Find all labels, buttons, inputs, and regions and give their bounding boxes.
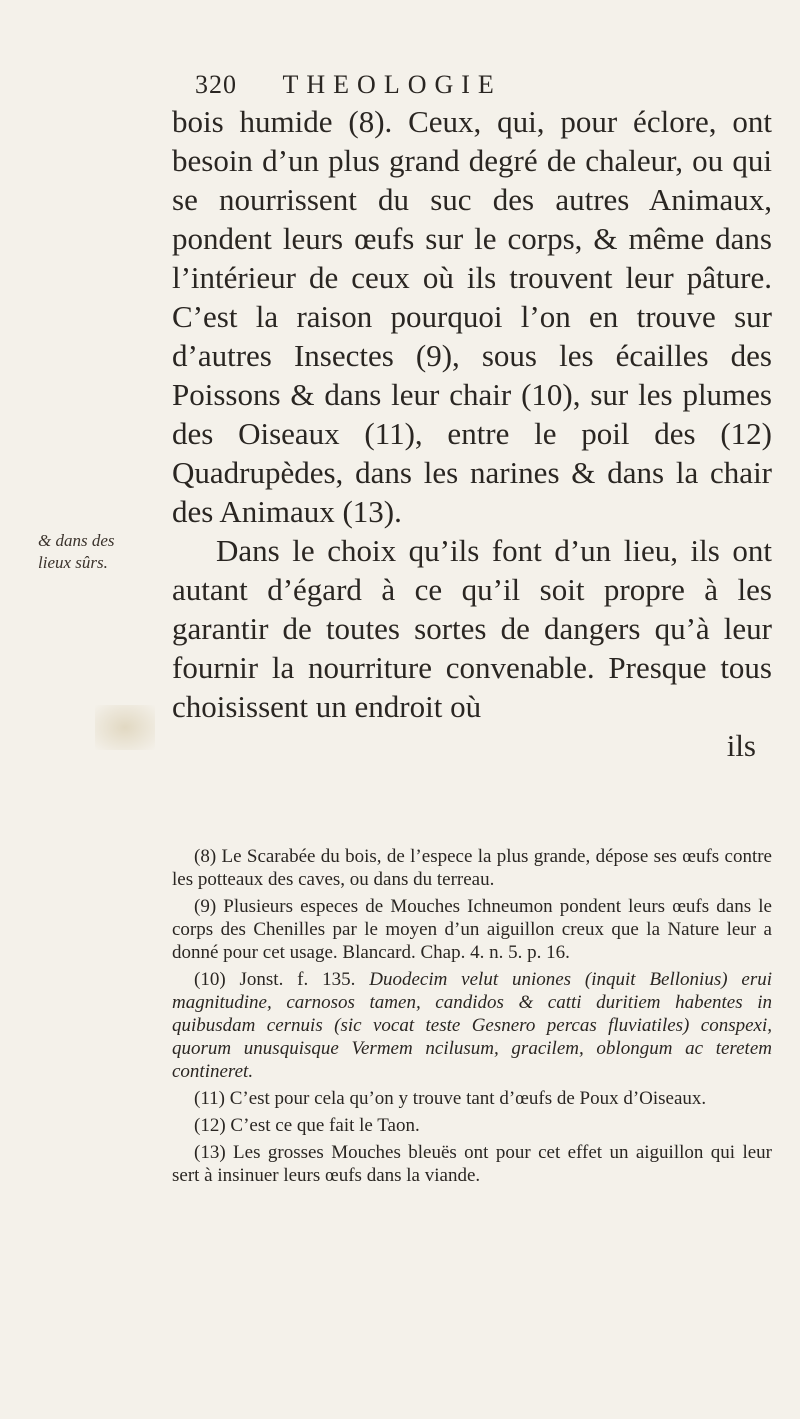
footnote-10-ref: (10) Jonst. f. 135. bbox=[194, 969, 356, 990]
page-number: 320 bbox=[195, 70, 237, 99]
footnote-10-quote: Duodecim velut uniones (inquit Bellonius) erui magnitudine, carnosos tamen, candidos & catti duritiem habentes in quibusdam cernuis (sic vocat teste Gesnero percas fluviatiles) conspexi, quorum unusquisque Vermem ncilusum, gracilem, oblongum ac teretem contineret. bbox=[172, 969, 772, 1082]
footnotes bbox=[172, 845, 772, 1191]
page-header bbox=[195, 70, 655, 100]
running-title: THEOLOGIE bbox=[282, 70, 502, 99]
footnote-9: (9) Plusieurs especes de Mouches Ichneumon pondent leurs œufs dans le corps des Chenilles par le moyen d’un aiguillon creux que la Nature leur a donné pour cet usage. Blancard. Chap. 4. n. 5. p. 16. bbox=[172, 896, 772, 963]
footnote-11: (11) C’est pour cela qu’on y trouve tant d’œufs de Poux d’Oiseaux. bbox=[194, 1088, 707, 1109]
paragraph-2: Dans le choix qu’ils font d’un lieu, ils ont autant d’égard à ce qu’il soit propre à les garantir de toutes sortes de dangers qu’à leur fournir la nourriture convenable. Presque tous choisissent un endroit où bbox=[172, 533, 772, 724]
footnote-12: (12) C’est ce que fait le Taon. bbox=[194, 1115, 420, 1136]
footnote-10 bbox=[172, 968, 772, 1083]
margin-note: & dans des lieux sûrs. bbox=[38, 531, 115, 572]
footnote-8: (8) Le Scarabée du bois, de l’espece la plus grande, dépose ses œufs contre les potteaux des caves, ou dans du terreau. bbox=[172, 846, 772, 890]
footnote-13: (13) Les grosses Mouches bleuës ont pour cet effet un aiguillon qui leur sert à insinuer leurs œufs dans la viande. bbox=[172, 1142, 772, 1186]
main-text bbox=[172, 102, 772, 765]
catchword: ils bbox=[726, 728, 756, 763]
paper-stain bbox=[95, 705, 155, 750]
paragraph-1: bois humide (8). Ceux, qui, pour éclore, ont besoin d’un plus grand degré de chaleur, ou qui se nourrissent du suc des autres Animaux, pondent leurs œufs sur le corps, & même dans l’intérieur de ceux où ils trouvent leur pâture. C’est la raison pourquoi l’on en trouve sur d’autres Insectes (9), sous les écailles des Poissons & dans leur chair (10), sur les plumes des Oiseaux (11), entre le poil des (12) Quadrupèdes, dans les narines & dans la chair des Animaux (13). bbox=[172, 104, 772, 529]
